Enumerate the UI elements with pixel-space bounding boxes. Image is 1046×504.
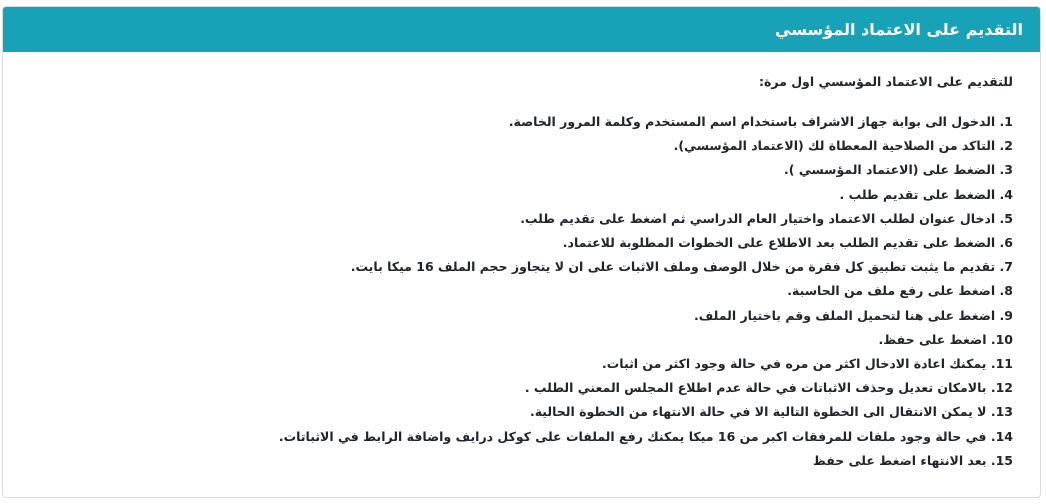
step-item [23, 255, 1013, 279]
step-text: في حالة وجود ملفات للمرفقات اكبر من 16 ميكا يمكنك رفع الملفات على كوكل درايف واضافة الرابط في الاثباتات. [278, 428, 987, 444]
step-number: 9. [999, 307, 1013, 323]
step-item [23, 304, 1013, 328]
step-text: التاكد من الصلاحية المعطاة لك (الاعتماد المؤسسي). [673, 138, 996, 154]
step-item [23, 352, 1013, 376]
step-number: 6. [999, 235, 1013, 251]
step-text: يمكنك اعادة الادخال اكثر من مره في حالة وجود اكثر من اثبات. [602, 356, 987, 372]
panel-header [3, 7, 1040, 52]
step-text: ادخال عنوان لطلب الاعتماد واختيار العام الدراسي ثم اضغط على تقديم طلب. [520, 210, 996, 226]
institutional-accreditation-panel [2, 6, 1041, 498]
step-item [23, 183, 1013, 207]
step-text: اضغط على رفع ملف من الحاسبة. [787, 283, 996, 299]
step-text: اضغط على حفظ. [878, 331, 987, 347]
step-text: الضغط على (الاعتماد المؤسسي ). [784, 162, 996, 178]
step-number: 11. [990, 356, 1013, 372]
step-number: 7. [999, 259, 1013, 275]
step-item [23, 231, 1013, 255]
step-number: 2. [999, 138, 1013, 154]
step-item [23, 400, 1013, 424]
step-item [23, 376, 1013, 400]
step-text: بالامكان تعديل وحذف الاثباتات في حالة عدم اطلاع المجلس المعني الطلب . [524, 380, 987, 396]
step-item [23, 134, 1013, 158]
step-item [23, 279, 1013, 303]
step-text: الدخول الى بوابة جهاز الاشراف باستخدام اسم المستخدم وكلمة المرور الخاصة. [508, 114, 996, 129]
step-item [23, 449, 1013, 473]
step-number: 8. [999, 283, 1013, 299]
step-number: 1. [999, 114, 1013, 129]
intro-text: للتقديم على الاعتماد المؤسسي اول مرة: [758, 74, 1013, 89]
step-number: 14. [990, 428, 1013, 444]
step-number: 3. [999, 162, 1013, 178]
step-item [23, 328, 1013, 352]
step-number: 12. [990, 380, 1013, 396]
steps-list [23, 110, 1013, 473]
step-item [23, 207, 1013, 231]
step-number: 13. [990, 404, 1013, 420]
step-number: 5. [999, 210, 1013, 226]
step-text: لا يمكن الانتقال الى الخطوة التالية الا في حالة الانتهاء من الخطوة الحالية. [529, 404, 987, 420]
step-item [23, 425, 1013, 449]
step-text: بعد الانتهاء اضغط على حفظ [812, 452, 987, 468]
step-number: 10. [990, 331, 1013, 347]
panel-body [3, 52, 1040, 473]
step-text: الضغط على تقديم الطلب بعد الاطلاع على الخطوات المطلوبة للاعتماد. [562, 235, 996, 251]
step-text: اضغط على هنا لتحميل الملف وقم باختيار الملف. [694, 307, 996, 323]
step-text: الضغط على تقديم طلب . [839, 186, 996, 202]
panel-title: التقديم على الاعتماد المؤسسي [775, 20, 1023, 39]
step-number: 15. [990, 452, 1013, 468]
step-item [23, 158, 1013, 182]
step-item [23, 110, 1013, 134]
step-number: 4. [999, 186, 1013, 202]
step-text: تقديم ما يثبت تطبيق كل فقرة من خلال الوصف وملف الاثبات على ان لا يتجاوز حجم الملف 16 ميكا بايت. [350, 259, 996, 275]
